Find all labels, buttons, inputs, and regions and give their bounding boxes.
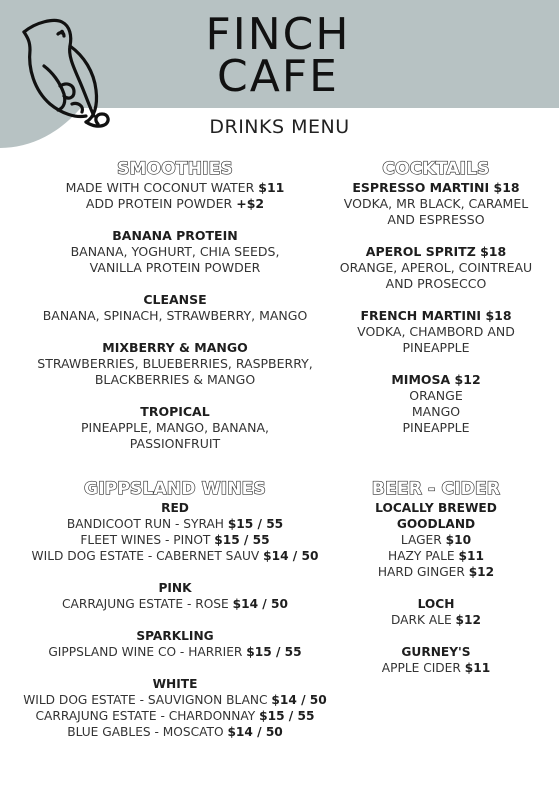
- smoothies-section: [10, 160, 340, 452]
- smoothie-base-price: $11: [258, 180, 285, 195]
- beer-item: LAGER $10: [400, 533, 472, 547]
- smoothie-name: TROPICAL: [140, 404, 210, 419]
- smoothie-addon-text: ADD PROTEIN POWDER: [85, 196, 233, 211]
- wine-item: WILD DOG ESTATE - CABERNET SAUV $14 / 50: [31, 549, 319, 563]
- wine-item: CARRAJUNG ESTATE - CHARDONNAY $15 / 55: [35, 709, 315, 723]
- cocktail-ingredients: VODKA, MR BLACK, CARAMEL: [343, 196, 529, 211]
- smoothie-ingredients: BANANA, SPINACH, STRAWBERRY, MANGO: [42, 308, 308, 323]
- menu-title: DRINKS MENU: [209, 116, 350, 138]
- wine-category-sparkling: SPARKLING: [136, 629, 214, 643]
- locally-brewed-label: LOCALLY BREWED: [375, 501, 497, 515]
- smoothie-name: CLEANSE: [143, 292, 207, 307]
- brewery-loch: LOCH: [417, 597, 455, 611]
- cocktail-ingredients: VODKA, CHAMBORD AND: [357, 324, 515, 339]
- wine-category-red: RED: [161, 501, 189, 515]
- brand-line-2: CAFE: [217, 51, 339, 102]
- cocktail-name: FRENCH MARTINI $18: [360, 308, 512, 323]
- brewery-gurneys: GURNEY'S: [401, 645, 471, 659]
- wines-heading: GIPPSLAND WINES: [84, 479, 266, 499]
- cocktail-ingredients: MANGO: [411, 404, 461, 419]
- brewery-goodland: GOODLAND: [396, 517, 476, 531]
- cocktail-ingredients: PINEAPPLE: [402, 340, 470, 355]
- wine-item: WILD DOG ESTATE - SAUVIGNON BLANC $14 / 50: [23, 693, 327, 707]
- smoothie-ingredients: BLACKBERRIES & MANGO: [94, 372, 256, 387]
- smoothies-heading: SMOOTHIES: [117, 159, 233, 179]
- wine-item: BANDICOOT RUN - SYRAH $15 / 55: [66, 517, 284, 531]
- brand-line-1: FINCH: [205, 9, 351, 60]
- cider-item: APPLE CIDER $11: [381, 661, 491, 675]
- wine-item: CARRAJUNG ESTATE - ROSE $14 / 50: [62, 597, 288, 611]
- smoothie-addon-line: [10, 196, 340, 212]
- smoothie-name: BANANA PROTEIN: [112, 228, 238, 243]
- cocktail-ingredients: ORANGE, APEROL, COINTREAU: [339, 260, 533, 275]
- cocktail-name: ESPRESSO MARTINI $18: [352, 180, 520, 195]
- beer-cider-section: [330, 480, 542, 676]
- cocktail-ingredients: AND ESPRESSO: [387, 212, 485, 227]
- wine-item: FLEET WINES - PINOT $15 / 55: [80, 533, 270, 547]
- cocktails-section: [330, 160, 542, 436]
- wine-category-white: WHITE: [152, 677, 198, 691]
- brand-name: [178, 9, 378, 102]
- wine-category-pink: PINK: [158, 581, 192, 595]
- beer-item: HAZY PALE $11: [388, 549, 484, 563]
- wine-item: GIPPSLAND WINE CO - HARRIER $15 / 55: [48, 645, 302, 659]
- cocktail-name: APEROL SPRITZ $18: [365, 244, 507, 259]
- beer-item: HARD GINGER $12: [377, 565, 495, 579]
- beer-cider-heading: BEER - CIDER: [371, 479, 501, 499]
- smoothie-base-line: [10, 180, 340, 196]
- beer-item: DARK ALE $12: [391, 613, 481, 627]
- smoothie-name: MIXBERRY & MANGO: [102, 340, 248, 355]
- cocktail-ingredients: ORANGE: [409, 388, 463, 403]
- smoothie-ingredients: PASSIONFRUIT: [129, 436, 221, 451]
- smoothie-ingredients: STRAWBERRIES, BLUEBERRIES, RASPBERRY,: [37, 356, 313, 371]
- smoothie-ingredients: PINEAPPLE, MANGO, BANANA,: [81, 420, 269, 435]
- wine-item: BLUE GABLES - MOSCATO $14 / 50: [67, 725, 283, 739]
- smoothie-addon-price: +$2: [236, 196, 265, 211]
- cocktail-name: MIMOSA $12: [391, 372, 481, 387]
- smoothie-ingredients: BANANA, YOGHURT, CHIA SEEDS,: [70, 244, 280, 259]
- wines-section: [10, 480, 340, 740]
- cocktail-ingredients: PINEAPPLE: [402, 420, 470, 435]
- smoothie-base-text: MADE WITH COCONUT WATER: [65, 180, 255, 195]
- cocktails-heading: COCKTAILS: [382, 159, 490, 179]
- smoothie-ingredients: VANILLA PROTEIN POWDER: [89, 260, 261, 275]
- cocktail-ingredients: AND PROSECCO: [385, 276, 487, 291]
